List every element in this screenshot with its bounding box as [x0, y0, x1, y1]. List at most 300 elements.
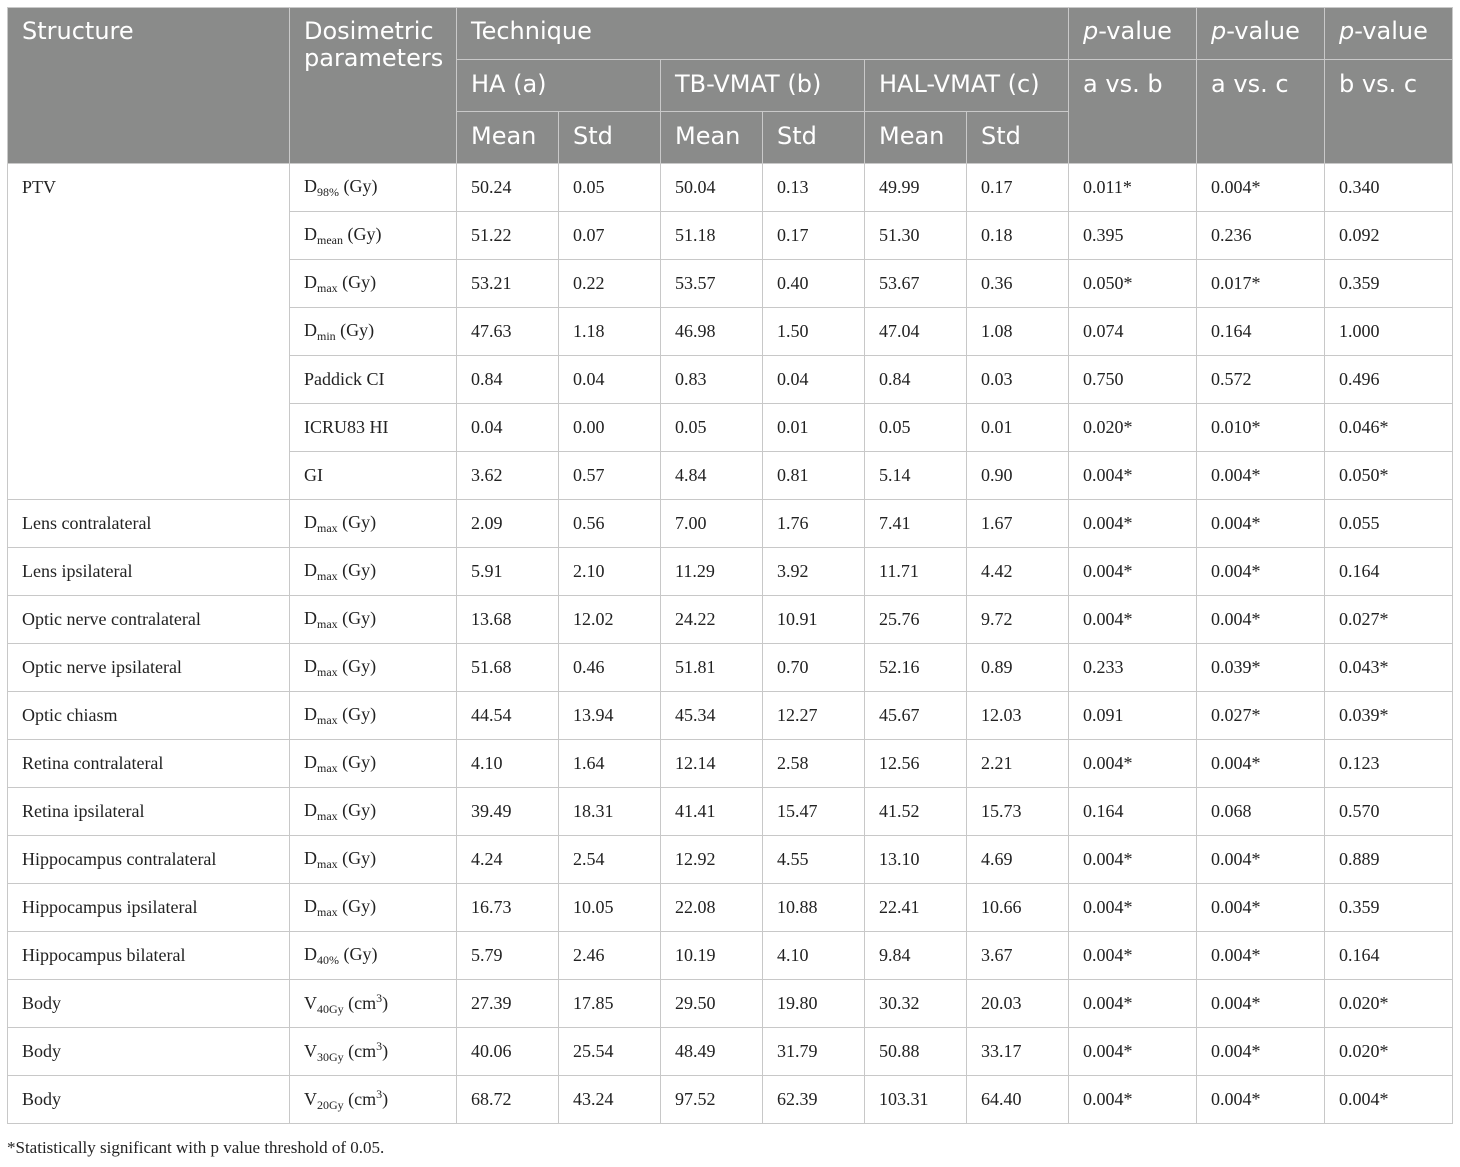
tb-vmat-std-cell: 15.47: [763, 788, 865, 836]
pvalue-ab-cell: 0.020*: [1069, 404, 1197, 452]
header-structure: Structure: [8, 8, 290, 164]
hal-vmat-mean-cell: 12.56: [865, 740, 967, 788]
parameter-symbol: D: [304, 175, 317, 196]
parameter-cell: [290, 980, 457, 1028]
pvalue-ab-cell: 0.011*: [1069, 164, 1197, 212]
parameter-subscript: max: [317, 808, 338, 823]
tb-vmat-std-cell: 0.81: [763, 452, 865, 500]
parameter-cell: [290, 644, 457, 692]
p-italic: p: [1339, 17, 1355, 45]
parameter-subscript: max: [317, 520, 338, 535]
tb-vmat-mean-cell: 10.19: [661, 932, 763, 980]
tb-vmat-std-cell: 19.80: [763, 980, 865, 1028]
header-technique-tb-vmat: TB-VMAT (b): [661, 60, 865, 112]
pvalue-ab-cell: 0.091: [1069, 692, 1197, 740]
tb-vmat-mean-cell: 51.18: [661, 212, 763, 260]
parameter-cell: [290, 212, 457, 260]
tb-vmat-std-cell: 10.88: [763, 884, 865, 932]
data-table-container: [7, 7, 1453, 1124]
header-dosimetric-parameters: Dosimetric parameters: [290, 8, 457, 164]
ha-std-cell: 43.24: [559, 1076, 661, 1124]
pvalue-ab-cell: 0.004*: [1069, 596, 1197, 644]
dosimetric-table: [7, 7, 1453, 1124]
table-row: [8, 884, 1453, 932]
pvalue-ab-cell: 0.004*: [1069, 932, 1197, 980]
pvalue-ac-cell: 0.572: [1197, 356, 1325, 404]
hal-vmat-std-cell: 0.17: [967, 164, 1069, 212]
pvalue-ac-cell: 0.017*: [1197, 260, 1325, 308]
hal-vmat-mean-cell: 51.30: [865, 212, 967, 260]
pvalue-bc-cell: 0.123: [1325, 740, 1453, 788]
tb-vmat-std-cell: 2.58: [763, 740, 865, 788]
parameter-cell: [290, 404, 457, 452]
ha-std-cell: 12.02: [559, 596, 661, 644]
parameter-cell: [290, 452, 457, 500]
parameter-unit: (Gy): [339, 175, 378, 196]
hal-vmat-mean-cell: 0.84: [865, 356, 967, 404]
pvalue-suffix: -value: [1098, 17, 1172, 45]
pvalue-suffix: -value: [1354, 17, 1428, 45]
pvalue-ac-cell: 0.068: [1197, 788, 1325, 836]
ha-std-cell: 2.46: [559, 932, 661, 980]
pvalue-bc-cell: 0.570: [1325, 788, 1453, 836]
tb-vmat-std-cell: 0.04: [763, 356, 865, 404]
hal-vmat-std-cell: 0.90: [967, 452, 1069, 500]
structure-cell: Body: [8, 1076, 290, 1124]
parameter-symbol: D: [304, 223, 317, 244]
structure-cell: PTV: [8, 164, 290, 500]
parameter-subscript: 20Gy: [317, 1097, 344, 1112]
hal-vmat-std-cell: 15.73: [967, 788, 1069, 836]
parameter-cell: [290, 500, 457, 548]
hal-vmat-mean-cell: 9.84: [865, 932, 967, 980]
parameter-symbol: D: [304, 751, 317, 772]
hal-vmat-mean-cell: 13.10: [865, 836, 967, 884]
pvalue-ab-cell: 0.050*: [1069, 260, 1197, 308]
pvalue-bc-cell: 0.340: [1325, 164, 1453, 212]
parameter-subscript: 98%: [317, 184, 339, 199]
ha-std-cell: 17.85: [559, 980, 661, 1028]
parameter-cell: [290, 788, 457, 836]
pvalue-ac-cell: 0.004*: [1197, 884, 1325, 932]
table-row: [8, 164, 1453, 212]
hal-vmat-std-cell: 4.69: [967, 836, 1069, 884]
tb-vmat-std-cell: 0.13: [763, 164, 865, 212]
tb-vmat-std-cell: 0.17: [763, 212, 865, 260]
pvalue-ab-cell: 0.004*: [1069, 884, 1197, 932]
hal-vmat-mean-cell: 41.52: [865, 788, 967, 836]
ha-mean-cell: 5.91: [457, 548, 559, 596]
pvalue-bc-cell: 0.055: [1325, 500, 1453, 548]
ha-mean-cell: 39.49: [457, 788, 559, 836]
parameter-unit: (cm: [343, 1040, 377, 1061]
pvalue-ab-cell: 0.233: [1069, 644, 1197, 692]
pvalue-ab-cell: 0.004*: [1069, 980, 1197, 1028]
parameter-symbol: D: [304, 943, 317, 964]
ha-std-cell: 0.57: [559, 452, 661, 500]
parameter-symbol: D: [304, 703, 317, 724]
header-technique-hal-vmat: HAL-VMAT (c): [865, 60, 1069, 112]
structure-cell: Optic nerve contralateral: [8, 596, 290, 644]
pvalue-ab-cell: 0.004*: [1069, 1028, 1197, 1076]
pvalue-ab-cell: 0.004*: [1069, 500, 1197, 548]
ha-std-cell: 0.05: [559, 164, 661, 212]
ha-std-cell: 10.05: [559, 884, 661, 932]
parameter-unit: (Gy): [337, 799, 377, 820]
hal-vmat-mean-cell: 50.88: [865, 1028, 967, 1076]
pvalue-ab-cell: 0.004*: [1069, 836, 1197, 884]
hal-vmat-std-cell: 4.42: [967, 548, 1069, 596]
table-row: [8, 740, 1453, 788]
parameter-symbol: V: [304, 1040, 317, 1061]
tb-vmat-mean-cell: 4.84: [661, 452, 763, 500]
tb-vmat-std-cell: 0.70: [763, 644, 865, 692]
parameter-unit: (cm: [343, 992, 377, 1013]
header-pvalue-ac: [1197, 8, 1325, 60]
hal-vmat-std-cell: 0.01: [967, 404, 1069, 452]
table-row: [8, 692, 1453, 740]
parameter-unit-close: ): [382, 992, 389, 1013]
hal-vmat-std-cell: 10.66: [967, 884, 1069, 932]
structure-cell: Body: [8, 1028, 290, 1076]
structure-cell: Optic nerve ipsilateral: [8, 644, 290, 692]
ha-std-cell: 2.10: [559, 548, 661, 596]
structure-cell: Hippocampus ipsilateral: [8, 884, 290, 932]
hal-vmat-mean-cell: 45.67: [865, 692, 967, 740]
parameter-unit: (Gy): [337, 655, 377, 676]
header-technique-ha: HA (a): [457, 60, 661, 112]
parameter-unit: (Gy): [335, 319, 375, 340]
pvalue-bc-cell: 1.000: [1325, 308, 1453, 356]
tb-vmat-mean-cell: 7.00: [661, 500, 763, 548]
parameter-cell: [290, 740, 457, 788]
ha-std-cell: 1.18: [559, 308, 661, 356]
structure-cell: Hippocampus contralateral: [8, 836, 290, 884]
pvalue-bc-cell: 0.046*: [1325, 404, 1453, 452]
hal-vmat-mean-cell: 52.16: [865, 644, 967, 692]
pvalue-ac-cell: 0.004*: [1197, 596, 1325, 644]
pvalue-bc-cell: 0.359: [1325, 884, 1453, 932]
ha-mean-cell: 51.22: [457, 212, 559, 260]
parameter-unit: (Gy): [337, 847, 377, 868]
table-row: [8, 836, 1453, 884]
hal-vmat-mean-cell: 103.31: [865, 1076, 967, 1124]
table-row: [8, 1028, 1453, 1076]
hal-vmat-std-cell: 2.21: [967, 740, 1069, 788]
ha-std-cell: 13.94: [559, 692, 661, 740]
ha-mean-cell: 53.21: [457, 260, 559, 308]
pvalue-ab-cell: 0.004*: [1069, 452, 1197, 500]
hal-vmat-std-cell: 1.67: [967, 500, 1069, 548]
parameter-subscript: max: [317, 856, 338, 871]
pvalue-ac-cell: 0.164: [1197, 308, 1325, 356]
parameter-unit: (Gy): [343, 223, 382, 244]
table-row: [8, 548, 1453, 596]
pvalue-bc-cell: 0.092: [1325, 212, 1453, 260]
parameter-subscript: 30Gy: [317, 1049, 344, 1064]
parameter-subscript: 40%: [317, 952, 339, 967]
table-body: [8, 164, 1453, 1124]
hal-vmat-mean-cell: 22.41: [865, 884, 967, 932]
tb-vmat-mean-cell: 12.14: [661, 740, 763, 788]
pvalue-ac-cell: 0.027*: [1197, 692, 1325, 740]
parameter-symbol: ICRU83 HI: [304, 417, 389, 437]
header-comparison-bc: b vs. c: [1325, 60, 1453, 164]
parameter-unit: (Gy): [337, 607, 377, 628]
pvalue-suffix: -value: [1226, 17, 1300, 45]
parameter-cell: [290, 836, 457, 884]
hal-vmat-std-cell: 3.67: [967, 932, 1069, 980]
parameter-subscript: mean: [317, 232, 343, 247]
header-mean: Mean: [661, 112, 763, 164]
hal-vmat-mean-cell: 0.05: [865, 404, 967, 452]
parameter-subscript: max: [317, 664, 338, 679]
header-std: Std: [763, 112, 865, 164]
tb-vmat-mean-cell: 29.50: [661, 980, 763, 1028]
pvalue-ab-cell: 0.004*: [1069, 740, 1197, 788]
tb-vmat-std-cell: 0.01: [763, 404, 865, 452]
parameter-cell: [290, 164, 457, 212]
tb-vmat-mean-cell: 41.41: [661, 788, 763, 836]
header-mean: Mean: [457, 112, 559, 164]
ha-mean-cell: 27.39: [457, 980, 559, 1028]
table-row: [8, 980, 1453, 1028]
ha-mean-cell: 47.63: [457, 308, 559, 356]
pvalue-bc-cell: 0.027*: [1325, 596, 1453, 644]
p-italic: p: [1211, 17, 1227, 45]
tb-vmat-mean-cell: 50.04: [661, 164, 763, 212]
parameter-subscript: max: [317, 760, 338, 775]
pvalue-ab-cell: 0.004*: [1069, 548, 1197, 596]
pvalue-bc-cell: 0.164: [1325, 548, 1453, 596]
parameter-cell: [290, 596, 457, 644]
hal-vmat-mean-cell: 30.32: [865, 980, 967, 1028]
parameter-symbol: D: [304, 559, 317, 580]
parameter-unit: (Gy): [337, 511, 377, 532]
parameter-subscript: max: [317, 616, 338, 631]
table-row: [8, 788, 1453, 836]
pvalue-ac-cell: 0.004*: [1197, 452, 1325, 500]
pvalue-bc-cell: 0.020*: [1325, 980, 1453, 1028]
parameter-superscript: 3: [376, 1086, 383, 1101]
ha-mean-cell: 44.54: [457, 692, 559, 740]
hal-vmat-std-cell: 9.72: [967, 596, 1069, 644]
tb-vmat-std-cell: 10.91: [763, 596, 865, 644]
ha-mean-cell: 0.84: [457, 356, 559, 404]
hal-vmat-std-cell: 20.03: [967, 980, 1069, 1028]
pvalue-bc-cell: 0.164: [1325, 932, 1453, 980]
tb-vmat-std-cell: 1.50: [763, 308, 865, 356]
header-pvalue-bc: [1325, 8, 1453, 60]
tb-vmat-std-cell: 3.92: [763, 548, 865, 596]
hal-vmat-std-cell: 0.36: [967, 260, 1069, 308]
ha-mean-cell: 3.62: [457, 452, 559, 500]
tb-vmat-std-cell: 31.79: [763, 1028, 865, 1076]
header-std: Std: [559, 112, 661, 164]
parameter-cell: [290, 1028, 457, 1076]
pvalue-ac-cell: 0.004*: [1197, 1028, 1325, 1076]
parameter-symbol: D: [304, 895, 317, 916]
hal-vmat-std-cell: 64.40: [967, 1076, 1069, 1124]
hal-vmat-std-cell: 0.89: [967, 644, 1069, 692]
header-std: Std: [967, 112, 1069, 164]
pvalue-bc-cell: 0.043*: [1325, 644, 1453, 692]
pvalue-bc-cell: 0.359: [1325, 260, 1453, 308]
tb-vmat-mean-cell: 0.05: [661, 404, 763, 452]
ha-std-cell: 18.31: [559, 788, 661, 836]
ha-mean-cell: 16.73: [457, 884, 559, 932]
parameter-unit-close: ): [382, 1088, 389, 1109]
tb-vmat-mean-cell: 12.92: [661, 836, 763, 884]
ha-std-cell: 2.54: [559, 836, 661, 884]
header-technique: Technique: [457, 8, 1069, 60]
hal-vmat-mean-cell: 49.99: [865, 164, 967, 212]
parameter-symbol: D: [304, 271, 317, 292]
structure-cell: Retina contralateral: [8, 740, 290, 788]
ha-std-cell: 0.56: [559, 500, 661, 548]
parameter-symbol: Paddick CI: [304, 369, 385, 389]
structure-cell: Retina ipsilateral: [8, 788, 290, 836]
ha-mean-cell: 40.06: [457, 1028, 559, 1076]
ha-std-cell: 0.04: [559, 356, 661, 404]
ha-std-cell: 1.64: [559, 740, 661, 788]
parameter-symbol: D: [304, 511, 317, 532]
ha-mean-cell: 13.68: [457, 596, 559, 644]
pvalue-bc-cell: 0.039*: [1325, 692, 1453, 740]
pvalue-ab-cell: 0.164: [1069, 788, 1197, 836]
pvalue-ac-cell: 0.004*: [1197, 548, 1325, 596]
tb-vmat-mean-cell: 11.29: [661, 548, 763, 596]
pvalue-ab-cell: 0.004*: [1069, 1076, 1197, 1124]
pvalue-bc-cell: 0.050*: [1325, 452, 1453, 500]
hal-vmat-mean-cell: 53.67: [865, 260, 967, 308]
hal-vmat-mean-cell: 5.14: [865, 452, 967, 500]
table-row: [8, 1076, 1453, 1124]
structure-cell: Hippocampus bilateral: [8, 932, 290, 980]
pvalue-ac-cell: 0.004*: [1197, 500, 1325, 548]
tb-vmat-mean-cell: 51.81: [661, 644, 763, 692]
p-italic: p: [1083, 17, 1099, 45]
tb-vmat-std-cell: 12.27: [763, 692, 865, 740]
pvalue-ac-cell: 0.004*: [1197, 740, 1325, 788]
pvalue-ab-cell: 0.750: [1069, 356, 1197, 404]
ha-mean-cell: 51.68: [457, 644, 559, 692]
hal-vmat-std-cell: 0.03: [967, 356, 1069, 404]
parameter-cell: [290, 548, 457, 596]
tb-vmat-std-cell: 1.76: [763, 500, 865, 548]
ha-mean-cell: 2.09: [457, 500, 559, 548]
pvalue-ac-cell: 0.004*: [1197, 980, 1325, 1028]
structure-cell: Lens ipsilateral: [8, 548, 290, 596]
tb-vmat-mean-cell: 53.57: [661, 260, 763, 308]
pvalue-bc-cell: 0.004*: [1325, 1076, 1453, 1124]
parameter-symbol: D: [304, 655, 317, 676]
ha-mean-cell: 4.10: [457, 740, 559, 788]
pvalue-ac-cell: 0.004*: [1197, 932, 1325, 980]
ha-std-cell: 0.22: [559, 260, 661, 308]
parameter-symbol: GI: [304, 465, 323, 485]
parameter-unit: (Gy): [337, 895, 377, 916]
parameter-cell: [290, 308, 457, 356]
ha-mean-cell: 4.24: [457, 836, 559, 884]
tb-vmat-mean-cell: 48.49: [661, 1028, 763, 1076]
pvalue-ab-cell: 0.074: [1069, 308, 1197, 356]
pvalue-ac-cell: 0.236: [1197, 212, 1325, 260]
parameter-subscript: min: [317, 328, 336, 343]
parameter-symbol: V: [304, 992, 317, 1013]
parameter-cell: [290, 260, 457, 308]
pvalue-bc-cell: 0.496: [1325, 356, 1453, 404]
parameter-subscript: 40Gy: [317, 1001, 344, 1016]
table-row: [8, 500, 1453, 548]
pvalue-ab-cell: 0.395: [1069, 212, 1197, 260]
tb-vmat-mean-cell: 45.34: [661, 692, 763, 740]
structure-cell: Optic chiasm: [8, 692, 290, 740]
parameter-subscript: max: [317, 568, 338, 583]
structure-cell: Body: [8, 980, 290, 1028]
tb-vmat-mean-cell: 97.52: [661, 1076, 763, 1124]
tb-vmat-mean-cell: 24.22: [661, 596, 763, 644]
tb-vmat-std-cell: 62.39: [763, 1076, 865, 1124]
tb-vmat-std-cell: 0.40: [763, 260, 865, 308]
table-row: [8, 596, 1453, 644]
parameter-cell: [290, 1076, 457, 1124]
hal-vmat-std-cell: 0.18: [967, 212, 1069, 260]
parameter-unit: (cm: [343, 1088, 377, 1109]
parameter-symbol: D: [304, 607, 317, 628]
ha-mean-cell: 68.72: [457, 1076, 559, 1124]
pvalue-ac-cell: 0.004*: [1197, 1076, 1325, 1124]
parameter-superscript: 3: [376, 990, 383, 1005]
pvalue-bc-cell: 0.889: [1325, 836, 1453, 884]
structure-cell: Lens contralateral: [8, 500, 290, 548]
header-mean: Mean: [865, 112, 967, 164]
ha-mean-cell: 50.24: [457, 164, 559, 212]
parameter-cell: [290, 356, 457, 404]
hal-vmat-mean-cell: 47.04: [865, 308, 967, 356]
tb-vmat-mean-cell: 0.83: [661, 356, 763, 404]
parameter-subscript: max: [317, 904, 338, 919]
parameter-symbol: D: [304, 799, 317, 820]
pvalue-ac-cell: 0.010*: [1197, 404, 1325, 452]
pvalue-ac-cell: 0.039*: [1197, 644, 1325, 692]
ha-std-cell: 0.46: [559, 644, 661, 692]
ha-std-cell: 0.00: [559, 404, 661, 452]
table-header: [8, 8, 1453, 164]
parameter-superscript: 3: [376, 1038, 383, 1053]
tb-vmat-std-cell: 4.10: [763, 932, 865, 980]
tb-vmat-mean-cell: 22.08: [661, 884, 763, 932]
ha-std-cell: 25.54: [559, 1028, 661, 1076]
parameter-unit-close: ): [382, 1040, 389, 1061]
parameter-subscript: max: [317, 280, 338, 295]
tb-vmat-mean-cell: 46.98: [661, 308, 763, 356]
pvalue-ac-cell: 0.004*: [1197, 164, 1325, 212]
ha-mean-cell: 0.04: [457, 404, 559, 452]
parameter-symbol: V: [304, 1088, 317, 1109]
hal-vmat-mean-cell: 7.41: [865, 500, 967, 548]
parameter-cell: [290, 932, 457, 980]
hal-vmat-mean-cell: 25.76: [865, 596, 967, 644]
parameter-cell: [290, 692, 457, 740]
hal-vmat-std-cell: 33.17: [967, 1028, 1069, 1076]
ha-mean-cell: 5.79: [457, 932, 559, 980]
parameter-unit: (Gy): [337, 559, 377, 580]
parameter-unit: (Gy): [339, 943, 378, 964]
parameter-unit: (Gy): [337, 751, 377, 772]
hal-vmat-std-cell: 12.03: [967, 692, 1069, 740]
table-footnote: *Statistically significant with p value threshold of 0.05.: [7, 1138, 385, 1157]
